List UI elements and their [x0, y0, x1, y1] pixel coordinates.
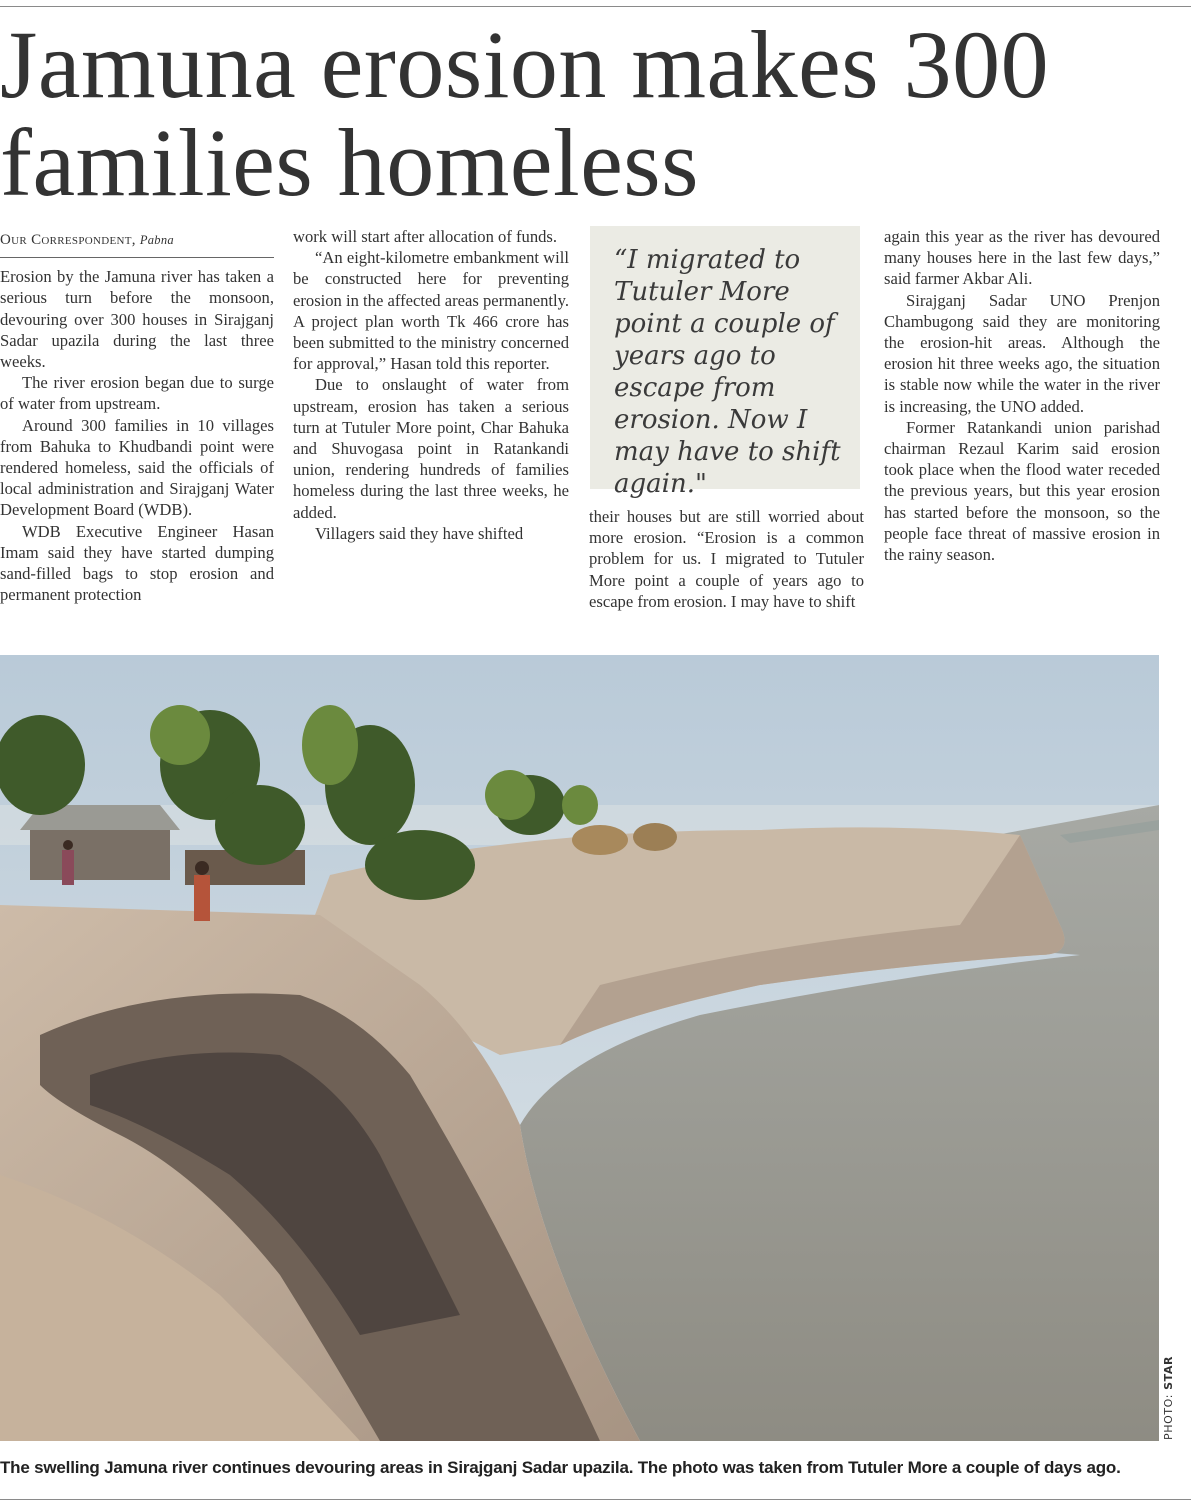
paragraph: Former Ratankandi union parishad chairman Rezaul Karim said erosion took place when the flood water receded the previous years, but this year erosion has started before the monsoon, so the people face threat of massive erosion in the rainy season.: [884, 417, 1160, 565]
paragraph: work will start after allocation of funds.: [293, 227, 558, 246]
article-column-1: [0, 230, 274, 605]
riverbank-erosion-illustration: [0, 655, 1159, 1441]
paragraph: Sirajganj Sadar UNO Prenjon Chambugong said they are monitoring the erosion-hit areas. Although the erosion hit three weeks ago, the situation is stable now while the water in the river is increasing, the UNO added.: [884, 290, 1160, 416]
news-photo: [0, 655, 1159, 1441]
paragraph: their houses but are still worried about more erosion. “Erosion is a common problem for us. I migrated to Tutuler More point a couple of years ago to escape from erosion. I may have to shift: [589, 507, 864, 611]
paragraph: Due to onslaught of water from upstream, erosion has taken a serious turn at Tutuler More point, Char Bahuka and Shuvogasa point in Ratankandi union, rendering hundreds of families homeless during the last three weeks, he added.: [293, 375, 569, 522]
paragraph: “An eight-kilometre embankment will be constructed here for preventing erosion in the affected areas permanently. A project plan worth Tk 466 crore has been submitted to the ministry concerned for approval,” Hasan told this reporter.: [293, 248, 569, 374]
pull-quote: “I migrated to Tutuler More point a couple of years ago to escape from erosion. Now I may have to shift again.": [590, 226, 860, 489]
paragraph: The river erosion began due to surge of water from upstream.: [0, 373, 274, 414]
photo-credit-prefix: PHOTO:: [1162, 1389, 1175, 1440]
headline: Jamuna erosion makes 300 families homeless: [0, 11, 1050, 216]
paragraph: WDB Executive Engineer Hasan Imam said they have started dumping sand-filled bags to stop erosion and permanent protection: [0, 521, 274, 605]
article-column-2: [293, 226, 569, 544]
photo-caption: The swelling Jamuna river continues devouring areas in Sirajganj Sadar upazila. The photo was taken from Tutuler More a couple of days ago.: [0, 1458, 1121, 1477]
byline-author: Our Correspondent,: [0, 232, 136, 248]
byline: [0, 230, 274, 258]
byline-place: Pabna: [139, 233, 174, 247]
paragraph: Erosion by the Jamuna river has taken a serious turn before the monsoon, devouring over 300 houses in Sirajganj Sadar upazila during the last three weeks.: [0, 267, 274, 372]
paragraph: Villagers said they have shifted: [315, 523, 524, 543]
bottom-rule: [0, 1499, 1191, 1500]
article-column-3: [589, 506, 864, 612]
photo-credit: [1162, 1350, 1176, 1440]
article-column-4: [884, 226, 1160, 565]
photo-credit-name: STAR: [1162, 1355, 1175, 1390]
paragraph: Around 300 families in 10 villages from Bahuka to Khudbandi point were rendered homeless, said the officials of local administration and Sirajganj Water Development Board (WDB).: [0, 415, 274, 520]
paragraph: again this year as the river has devoured many houses here in the last few days,” said farmer Akbar Ali.: [884, 227, 1160, 289]
top-rule: [0, 6, 1191, 7]
